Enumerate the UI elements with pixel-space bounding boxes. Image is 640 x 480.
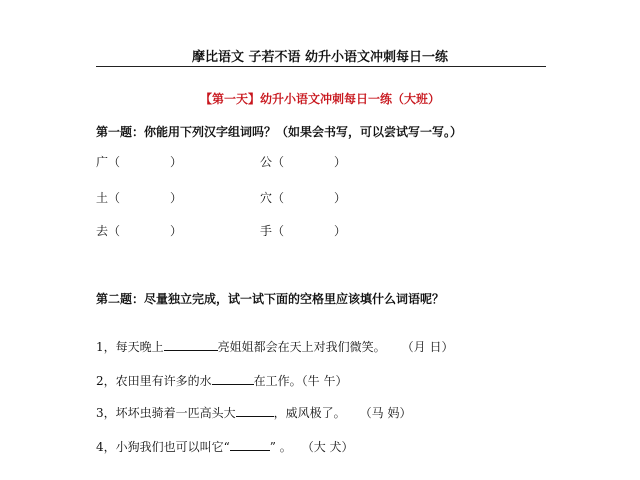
item-number: 3， [96, 406, 116, 420]
item-text-before: 小狗我们也可以叫它“ [115, 440, 230, 454]
item-text-after: ” 。 [269, 440, 292, 454]
answer-parens[interactable]: （ ） [108, 191, 183, 205]
q1-item-xue [260, 189, 346, 206]
item-number: 1， [96, 340, 116, 354]
item-options: （马 妈） [359, 406, 412, 420]
q1-char: 土 [96, 191, 109, 205]
q1-char: 公 [260, 155, 273, 169]
item-options: （月 日） [401, 340, 454, 354]
item-text-before: 每天晚上 [115, 340, 164, 354]
fill-blank[interactable] [164, 338, 218, 351]
q1-item-gong [260, 153, 346, 170]
q1-item-guang [96, 153, 182, 170]
q1-char: 穴 [260, 191, 273, 205]
q1-char: 手 [260, 224, 273, 238]
q1-item-qu [96, 222, 182, 239]
answer-parens[interactable]: （ ） [108, 224, 183, 238]
q1-char: 去 [96, 224, 109, 238]
question-2-heading: 第二题：尽量独立完成，试一试下面的空格里应该填什么词语呢？ [96, 292, 445, 306]
fill-blank[interactable] [212, 372, 254, 385]
question-1-heading: 第一题：你能用下列汉字组词吗？（如果会书写，可以尝试写一写。） [96, 125, 463, 139]
item-text-before: 坏坏虫骑着一匹高头大 [115, 406, 236, 420]
item-options: （牛 午） [301, 374, 348, 388]
item-options: （大 犬） [301, 440, 354, 454]
answer-parens[interactable]: （ ） [108, 155, 183, 169]
q2-item-3 [96, 404, 412, 421]
item-number: 4， [96, 440, 116, 454]
answer-parens[interactable]: （ ） [272, 155, 347, 169]
fill-blank[interactable] [236, 404, 274, 417]
item-text-after: 在工作。 [253, 374, 302, 388]
answer-parens[interactable]: （ ） [272, 224, 347, 238]
q1-item-tu [96, 189, 182, 206]
q1-item-shou [260, 222, 346, 239]
q2-item-4 [96, 438, 354, 455]
item-text-after: 亮姐姐都会在天上对我们微笑。 [217, 340, 386, 354]
item-text-after: ，威风极了。 [273, 406, 346, 420]
q2-item-2 [96, 372, 348, 389]
header-divider [96, 66, 546, 67]
item-text-before: 农田里有许多的水 [115, 374, 212, 388]
page-header-title: 摩比语文 子若不语 幼升小语文冲刺每日一练 [191, 50, 449, 65]
day-title: 【第一天】幼升小语文冲刺每日一练（大班） [199, 92, 440, 106]
q1-char: 广 [96, 155, 109, 169]
fill-blank[interactable] [230, 438, 270, 451]
q2-item-1 [96, 338, 454, 355]
answer-parens[interactable]: （ ） [272, 191, 347, 205]
item-number: 2， [96, 374, 116, 388]
